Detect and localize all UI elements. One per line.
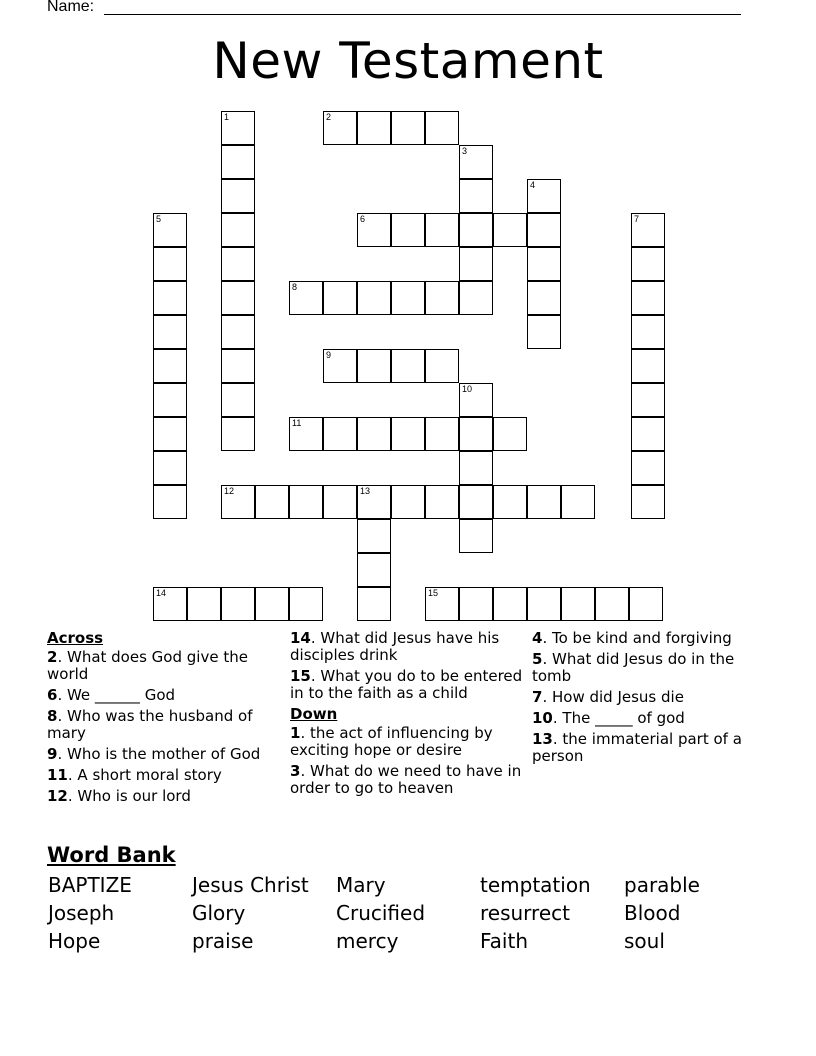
- grid-cell[interactable]: [425, 111, 459, 145]
- grid-cell[interactable]: [459, 383, 493, 417]
- clue-down-13: 13. the immaterial part of a person: [532, 730, 742, 765]
- grid-cell[interactable]: [323, 417, 357, 451]
- grid-cell[interactable]: [255, 485, 289, 519]
- grid-cell[interactable]: [221, 485, 255, 519]
- grid-cell[interactable]: [221, 315, 255, 349]
- clue-down-10: 10. The _____ of god: [532, 709, 685, 727]
- word-bank-item: parable: [624, 873, 700, 897]
- grid-cell[interactable]: [391, 349, 425, 383]
- grid-cell[interactable]: [153, 281, 187, 315]
- name-label: Name:: [47, 0, 95, 15]
- clue-across-12: 12. Who is our lord: [47, 787, 191, 805]
- grid-cell[interactable]: [631, 451, 665, 485]
- clue-number: 11: [292, 418, 302, 428]
- page-title: New Testament: [212, 32, 604, 90]
- grid-cell[interactable]: [221, 111, 255, 145]
- word-bank-item: temptation: [480, 873, 591, 897]
- clues-column-3: [532, 630, 762, 769]
- word-bank-item: Mary: [336, 873, 386, 897]
- grid-cell[interactable]: [289, 417, 323, 451]
- grid-cell[interactable]: [221, 383, 255, 417]
- grid-cell[interactable]: [493, 417, 527, 451]
- grid-cell[interactable]: [221, 179, 255, 213]
- grid-cell[interactable]: [391, 417, 425, 451]
- clue-across-11: 11. A short moral story: [47, 766, 222, 784]
- grid-cell[interactable]: [425, 485, 459, 519]
- grid-cell[interactable]: [357, 417, 391, 451]
- word-bank-item: soul: [624, 929, 665, 953]
- across-heading: Across: [47, 629, 104, 647]
- clue-across-9: 9. Who is the mother of God: [47, 745, 261, 763]
- grid-cell[interactable]: [425, 281, 459, 315]
- grid-cell[interactable]: [153, 451, 187, 485]
- clue-down-5: 5. What did Jesus do in the tomb: [532, 650, 735, 685]
- grid-cell[interactable]: [221, 587, 255, 621]
- grid-cell[interactable]: [153, 213, 187, 247]
- grid-cell[interactable]: [631, 213, 665, 247]
- clue-down-7: 7. How did Jesus die: [532, 688, 684, 706]
- grid-cell[interactable]: [391, 485, 425, 519]
- word-bank-item: Crucified: [336, 901, 426, 925]
- grid-cell[interactable]: [459, 281, 493, 315]
- grid-cell[interactable]: [289, 281, 323, 315]
- clue-number: 8: [292, 282, 298, 292]
- word-bank-item: mercy: [336, 929, 399, 953]
- grid-cell[interactable]: [493, 213, 527, 247]
- grid-cell[interactable]: [459, 485, 493, 519]
- clue-down-3: 3. What do we need to have in order to go to heaven: [290, 762, 522, 797]
- grid-cell[interactable]: [459, 417, 493, 451]
- grid-cell[interactable]: [221, 417, 255, 451]
- grid-cell[interactable]: [459, 519, 493, 553]
- grid-cell[interactable]: [153, 485, 187, 519]
- grid-cell[interactable]: [561, 587, 595, 621]
- grid-cell[interactable]: [289, 485, 323, 519]
- grid-cell[interactable]: [357, 553, 391, 587]
- grid-cell[interactable]: [631, 383, 665, 417]
- grid-cell[interactable]: [221, 281, 255, 315]
- grid-cell[interactable]: [527, 179, 561, 213]
- clue-number: 14: [156, 588, 167, 598]
- grid-cell[interactable]: [527, 247, 561, 281]
- word-bank-item: Hope: [48, 929, 101, 953]
- clue-down-4: 4. To be kind and forgiving: [532, 629, 732, 647]
- grid-cell[interactable]: [527, 213, 561, 247]
- grid-cell[interactable]: [221, 213, 255, 247]
- down-heading: Down: [290, 705, 338, 723]
- grid-cell[interactable]: [323, 281, 357, 315]
- grid-cell[interactable]: [221, 247, 255, 281]
- grid-cell[interactable]: [153, 247, 187, 281]
- clue-number: 5: [156, 214, 162, 224]
- clue-number: 15: [428, 588, 439, 598]
- grid-cell[interactable]: [595, 587, 629, 621]
- grid-cell[interactable]: [323, 485, 357, 519]
- word-bank-item: resurrect: [480, 901, 570, 925]
- grid-cell[interactable]: [153, 315, 187, 349]
- word-bank-item: Glory: [192, 901, 246, 925]
- grid-cell[interactable]: [629, 587, 663, 621]
- clue-across-2: 2. What does God give the world: [47, 648, 248, 683]
- grid-cell[interactable]: [631, 281, 665, 315]
- grid-cell[interactable]: [459, 179, 493, 213]
- grid-cell[interactable]: [153, 383, 187, 417]
- word-bank-item: Blood: [624, 901, 681, 925]
- grid-cell[interactable]: [631, 247, 665, 281]
- grid-cell[interactable]: [391, 281, 425, 315]
- grid-cell[interactable]: [527, 315, 561, 349]
- grid-cell[interactable]: [459, 451, 493, 485]
- grid-cell[interactable]: [459, 587, 493, 621]
- grid-cell[interactable]: [153, 417, 187, 451]
- grid-cell[interactable]: [527, 587, 561, 621]
- clues-column-1: [47, 630, 277, 809]
- word-bank-item: Joseph: [48, 901, 115, 925]
- grid-cell[interactable]: [221, 145, 255, 179]
- grid-cell[interactable]: [289, 587, 323, 621]
- grid-cell[interactable]: [493, 485, 527, 519]
- clue-number: 6: [360, 214, 366, 224]
- grid-cell[interactable]: [425, 213, 459, 247]
- word-bank-item: BAPTIZE: [48, 873, 132, 897]
- grid-cell[interactable]: [357, 281, 391, 315]
- grid-cell[interactable]: [459, 213, 493, 247]
- grid-cell[interactable]: [631, 349, 665, 383]
- grid-cell[interactable]: [357, 587, 391, 621]
- clue-number: 7: [634, 214, 640, 224]
- grid-cell[interactable]: [323, 349, 357, 383]
- grid-cell[interactable]: [357, 111, 391, 145]
- grid-cell[interactable]: [425, 349, 459, 383]
- clue-across-8: 8. Who was the husband of mary: [47, 707, 253, 742]
- grid-cell[interactable]: [561, 485, 595, 519]
- word-bank-item: praise: [192, 929, 254, 953]
- clue-across-6: 6. We ______ God: [47, 686, 176, 704]
- grid-cell[interactable]: [631, 315, 665, 349]
- grid-cell[interactable]: [323, 111, 357, 145]
- grid-cell[interactable]: [493, 587, 527, 621]
- clue-number: 10: [462, 384, 473, 394]
- clue-down-1: 1. the act of influencing by exciting hope or desire: [290, 724, 493, 759]
- grid-cell[interactable]: [357, 349, 391, 383]
- grid-cell[interactable]: [391, 213, 425, 247]
- clue-number: 2: [326, 112, 332, 122]
- grid-cell[interactable]: [357, 213, 391, 247]
- grid-cell[interactable]: [391, 111, 425, 145]
- word-bank-title: Word Bank: [47, 843, 176, 867]
- grid-cell[interactable]: [357, 519, 391, 553]
- grid-cell[interactable]: [459, 145, 493, 179]
- grid-cell[interactable]: [527, 485, 561, 519]
- grid-cell[interactable]: [153, 349, 187, 383]
- clue-number: 13: [360, 486, 371, 496]
- grid-cell[interactable]: [187, 587, 221, 621]
- grid-cell[interactable]: [221, 349, 255, 383]
- clue-number: 3: [462, 146, 468, 156]
- clue-number: 1: [224, 112, 230, 122]
- clues-column-2: [290, 630, 525, 801]
- grid-cell[interactable]: [357, 485, 391, 519]
- grid-cell[interactable]: [425, 417, 459, 451]
- grid-cell[interactable]: [631, 417, 665, 451]
- word-bank-item: Faith: [480, 929, 528, 953]
- clue-across-15: 15. What you do to be entered in to the faith as a child: [290, 667, 523, 702]
- clue-number: 9: [326, 350, 332, 360]
- grid-cell[interactable]: [631, 485, 665, 519]
- grid-cell[interactable]: [425, 587, 459, 621]
- clue-across-14: 14. What did Jesus have his disciples drink: [290, 629, 500, 664]
- word-bank-item: Jesus Christ: [192, 873, 309, 897]
- grid-cell[interactable]: [527, 281, 561, 315]
- clue-number: 4: [530, 180, 536, 190]
- grid-cell[interactable]: [255, 587, 289, 621]
- grid-cell[interactable]: [153, 587, 187, 621]
- grid-cell[interactable]: [459, 247, 493, 281]
- clue-number: 12: [224, 486, 235, 496]
